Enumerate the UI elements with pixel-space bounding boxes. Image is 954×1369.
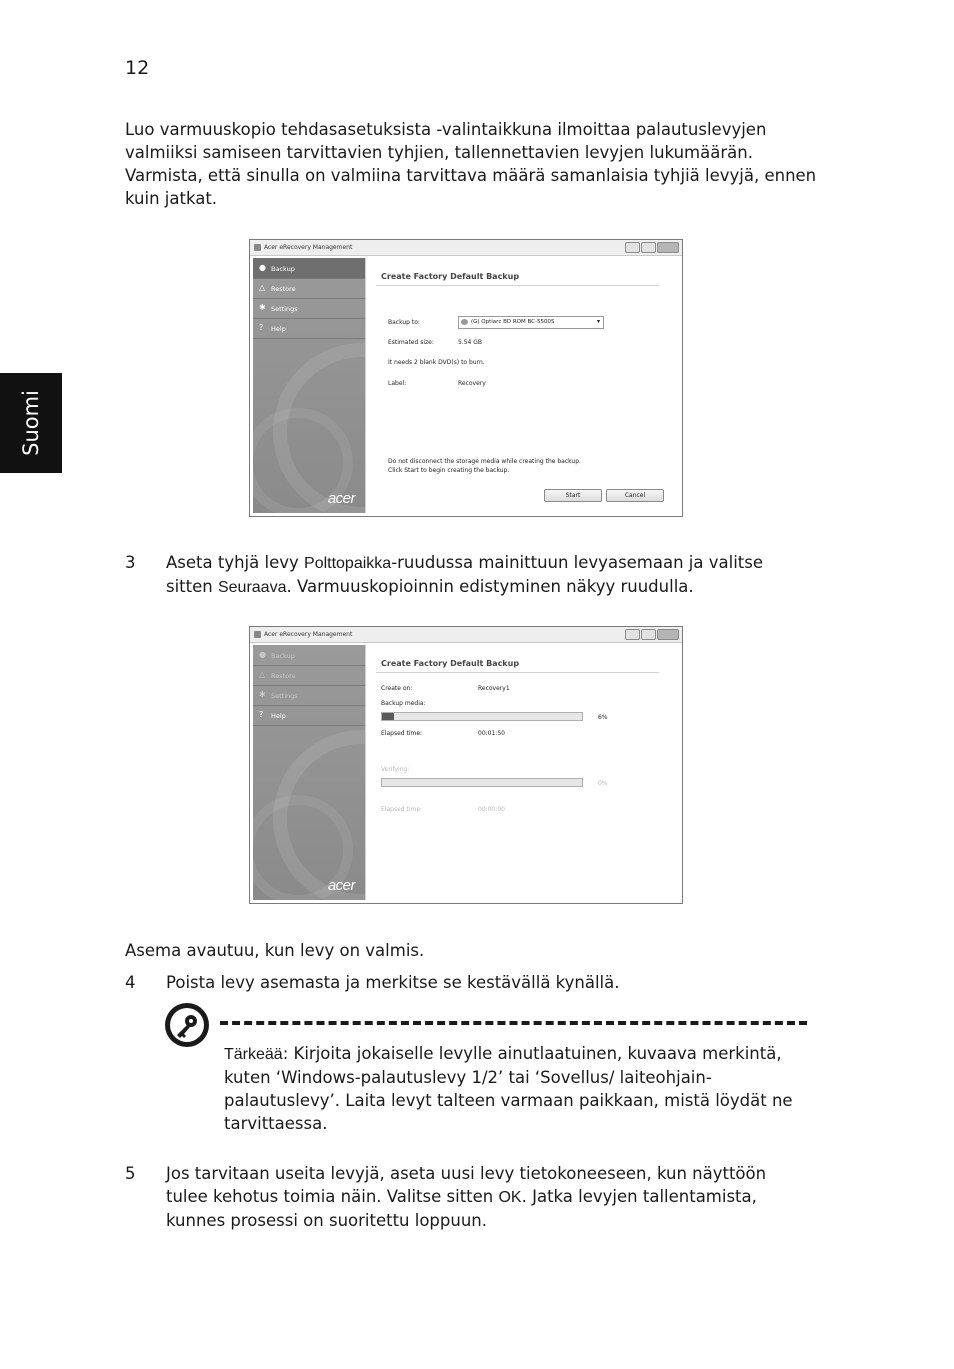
nav-backup-label: Backup — [271, 652, 295, 660]
gear-icon: ✱ — [259, 690, 266, 699]
cancel-button[interactable]: Cancel — [606, 489, 664, 502]
drive-icon — [461, 319, 468, 325]
verifying-label: Verifying: — [381, 766, 410, 773]
content-pane — [365, 645, 679, 900]
note-label: Tärkeää — [224, 1046, 283, 1063]
nav-settings-label: Settings — [271, 305, 298, 313]
step-3-text-a: Aseta tyhjä levy — [166, 553, 305, 572]
maximize-icon[interactable] — [641, 629, 656, 640]
close-icon[interactable] — [657, 629, 679, 640]
note-text: : Kirjoita jokaiselle levylle ainutlaatuinen, kuvaava merkintä, kuten ‘Windows-palautuslevy 1/2’ tai ‘Sovellus/ laiteohjain-palautuslevy’. Laita levyt talteen varmaan paikkaan, mistä löydät ne tarvittaessa. — [224, 1044, 793, 1133]
backup-media-label: Backup media: — [381, 700, 426, 707]
backup-progress-bar — [381, 712, 583, 721]
warning-text-2: Click Start to begin creating the backup. — [388, 467, 510, 474]
step-3-term-location: Polttopaikka — [304, 555, 392, 572]
step-3-text — [166, 551, 806, 599]
content-pane — [365, 258, 679, 513]
nav-backup[interactable] — [253, 645, 365, 666]
elapsed-time-2-label: Elapsed time: — [381, 806, 423, 813]
backup-to-value: (G) Optiarc BD ROM BC-5500S — [471, 319, 555, 325]
step-5-text-b: . Jatka levyjen tallentamista, kunnes prosessi on suoritettu loppuun. — [166, 1187, 757, 1230]
elapsed-time-value: 00:01:50 — [478, 730, 505, 737]
step-5-text-a: Jos tarvitaan useita levyjä, aseta uusi levy tietokoneeseen, kun näyttöön tulee kehotus toimia näin. Valitse sitten — [166, 1164, 767, 1206]
content-heading: Create Factory Default Backup — [381, 272, 520, 281]
elapsed-time-2-value: 00:00:00 — [478, 806, 505, 813]
create-on-label: Create on: — [381, 685, 413, 692]
nav-help[interactable] — [253, 705, 365, 726]
minimize-icon[interactable] — [625, 629, 640, 640]
step-3-text-b: -ruudussa mainittuun levyasemaan ja valitse sitten — [166, 553, 764, 596]
nav-restore[interactable] — [253, 278, 365, 299]
step-5-text — [166, 1162, 806, 1232]
acer-logo: acer — [327, 877, 355, 894]
key-glyph — [170, 1008, 204, 1042]
backup-progress-percent: 6% — [598, 714, 608, 721]
nav-backup[interactable] — [253, 258, 365, 279]
step-3-text-c: . Varmuuskopioinnin edistyminen näkyy ruudulla. — [286, 577, 694, 596]
nav-help-label: Help — [271, 325, 286, 333]
estimated-size-label: Estimated size: — [388, 339, 434, 346]
backup-progress-fill — [382, 713, 394, 720]
nav-settings-label: Settings — [271, 692, 298, 700]
nav-settings[interactable] — [253, 685, 365, 706]
content-heading: Create Factory Default Backup — [381, 659, 520, 668]
nav-backup-label: Backup — [271, 265, 295, 273]
screenshot-backup-progress — [249, 626, 683, 904]
nav-settings[interactable] — [253, 298, 365, 319]
nav-restore[interactable] — [253, 665, 365, 686]
backup-to-select[interactable] — [458, 316, 604, 329]
start-button[interactable]: Start — [544, 489, 602, 502]
page-number: 12 — [125, 57, 150, 79]
chevron-down-icon: ▾ — [596, 318, 600, 325]
create-on-value: Recovery1 — [478, 685, 510, 692]
heading-divider — [376, 285, 659, 286]
heading-divider — [376, 672, 659, 673]
step-4-text: Poista levy asemasta ja merkitse se kestävällä kynällä. — [166, 973, 620, 992]
label-value: Recovery — [458, 380, 486, 387]
nav-help[interactable] — [253, 318, 365, 339]
sidebar — [253, 645, 365, 900]
step-3-number: 3 — [125, 553, 136, 572]
label-label: Label: — [388, 380, 407, 387]
disc-icon: ● — [259, 650, 266, 659]
restore-icon: △ — [259, 670, 266, 679]
nav-help-label: Help — [271, 712, 286, 720]
step-4-number: 4 — [125, 973, 136, 992]
backup-to-label: Backup to: — [388, 319, 420, 326]
nav-restore-label: Restore — [271, 672, 296, 680]
maximize-icon[interactable] — [641, 242, 656, 253]
window-title: Acer eRecovery Management — [264, 244, 353, 251]
language-side-tab — [0, 373, 62, 473]
window-titlebar — [250, 240, 682, 256]
key-icon-inner — [170, 1008, 204, 1042]
intro-paragraph: Luo varmuuskopio tehdasasetuksista -valintaikkuna ilmoittaa palautuslevyjen valmiiksi samiseen tarvittavien tyhjien, tallennettavien levyjen lukumäärän. Varmista, että sinulla on valmiina tarvittava määrä samanlaisia tyhjiä levyjä, ennen kuin jatkat. — [125, 120, 817, 208]
side-tab-label: Suomi — [19, 390, 43, 456]
disc-icon: ● — [259, 263, 266, 272]
acer-logo: acer — [327, 490, 355, 507]
warning-text-1: Do not disconnect the storage media while creating the backup. — [388, 458, 581, 465]
important-note — [224, 1042, 794, 1135]
nav-restore-label: Restore — [271, 285, 296, 293]
needs-discs-text: It needs 2 blank DVD(s) to burn. — [388, 359, 485, 366]
help-icon: ? — [259, 323, 264, 332]
verify-progress-percent: 0% — [598, 780, 608, 787]
elapsed-time-label: Elapsed time: — [381, 730, 423, 737]
estimated-size-value: 5.54 GB — [458, 339, 483, 346]
restore-icon: △ — [259, 283, 266, 292]
sidebar — [253, 258, 365, 513]
drive-opens-paragraph: Asema avautuu, kun levy on valmis. — [125, 941, 425, 960]
screenshot-backup-settings — [249, 239, 683, 517]
help-icon: ? — [259, 710, 264, 719]
app-icon — [254, 244, 261, 251]
window-title: Acer eRecovery Management — [264, 631, 353, 638]
close-icon[interactable] — [657, 242, 679, 253]
step-5-number: 5 — [125, 1164, 136, 1183]
note-divider — [220, 1021, 807, 1025]
window-titlebar — [250, 627, 682, 643]
step-5-term-ok: OK — [498, 1189, 522, 1206]
key-icon — [165, 1003, 209, 1047]
gear-icon: ✱ — [259, 303, 266, 312]
step-3-term-next: Seuraava — [217, 579, 287, 596]
verify-progress-bar — [381, 778, 583, 787]
minimize-icon[interactable] — [625, 242, 640, 253]
app-icon — [254, 631, 261, 638]
